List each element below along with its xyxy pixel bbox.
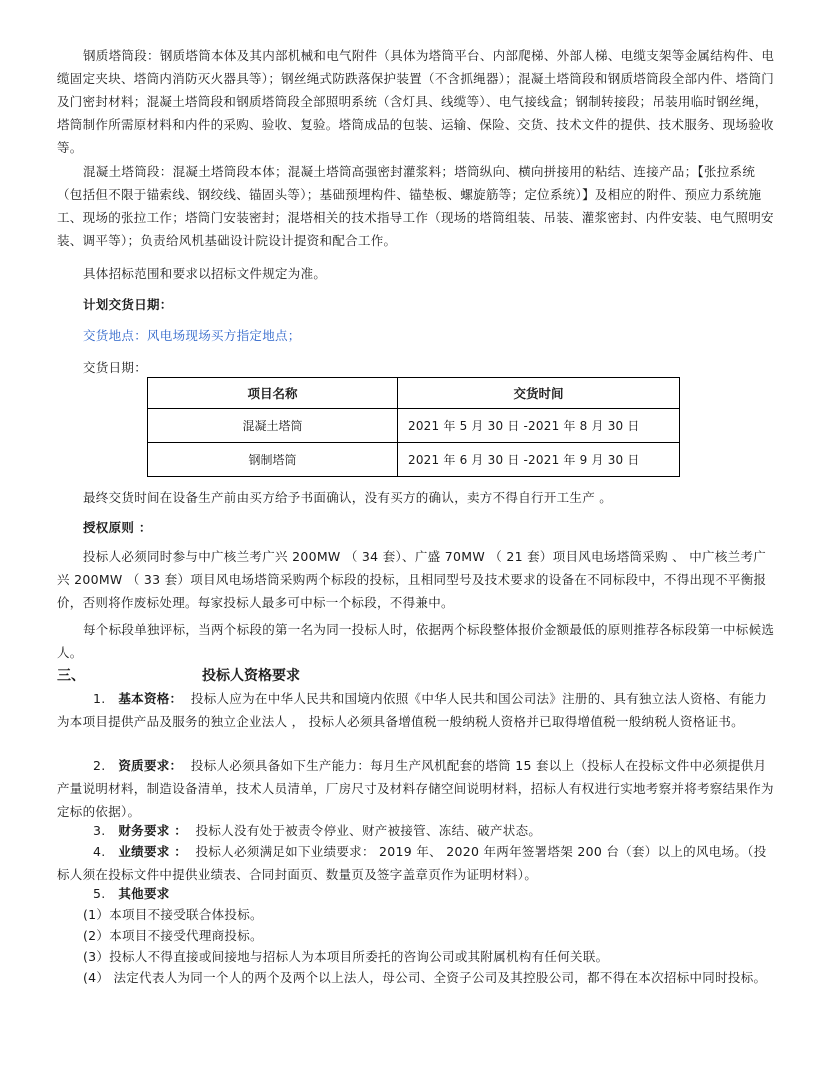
qualification-item-3 — [57, 819, 775, 842]
qualification-item-2 — [57, 754, 775, 823]
item-label: 业绩要求 ： — [118, 844, 188, 859]
row-project-name: 混凝土塔筒 — [148, 409, 398, 443]
other-requirement-4: (4） 法定代表人为同一个人的两个及两个以上法人，母公司、全资子公司及其控股公司，都不得在本次招标中同时投标。 — [83, 970, 767, 985]
authorization-title: 授权原则 ： — [83, 520, 152, 535]
item-number: 5. — [93, 886, 106, 901]
section-number: 三、 — [57, 668, 85, 684]
other-requirement-1: (1）本项目不接受联合体投标。 — [83, 907, 263, 922]
item-number: 2. — [93, 758, 106, 773]
table-header-row — [148, 378, 680, 409]
row-project-name: 钢制塔筒 — [148, 443, 398, 477]
item-label: 其他要求 — [118, 886, 170, 901]
item-label: 财务要求 ： — [118, 823, 188, 838]
header-project-name: 项目名称 — [148, 378, 398, 409]
steel-section-paragraph — [57, 44, 775, 159]
qualification-item-1 — [57, 687, 775, 733]
item-text: 投标人没有处于被责令停业、财产被接管、冻结、破产状态。 — [195, 823, 542, 838]
authorization-text: 投标人必须同时参与中广核兰考广兴 200MW （ 34 套）、广盛 70MW （ 21 套）项目风电场塔筒采购 、 中广核兰考广兴 200MW （ 33 套）项目风电场塔筒采购两个标段的投标，且相同型号及技术要求的设备在不同标段中，不得出现不平衡报价，否则将作废标处理。每家投标人最多可中标一个标段，不得兼中。 — [57, 549, 767, 610]
section-title: 投标人资格要求 — [202, 668, 300, 684]
steel-section-text: 钢质塔筒本体及其内部机械和电气附件（具体为塔筒平台、内部爬梯、外部人梯、电缆支架等金属结构件、电缆固定夹块、塔筒内消防灭火器具等）；钢丝绳式防跌落保护装置（不含抓绳器）；混凝土塔筒段和钢质塔筒段全部内件、塔筒门及门密封材料；混凝土塔筒段和钢质塔筒段全部照明系统（含灯具、线缆等）、电气接线盒；钢制转接段；吊装用临时钢丝绳，塔筒制作所需原材料和内件的采购、验收、复验。塔筒成品的包装、运输、保险、交货、技术文件的提供、技术服务、现场验收等。 — [57, 48, 775, 155]
item-number: 3. — [93, 823, 106, 838]
concrete-section-text: 混凝土塔筒段本体；混凝土塔筒高强密封灌浆料；塔筒纵向、横向拼接用的粘结、连接产品；【张拉系统（包括但不限于锚索线、钢绞线、锚固头等）；基础预埋构件、锚垫板、螺旋筋等；定位系统）】及相应的附件、预应力系统施工、现场的张拉工作；塔筒门安装密封；混塔相关的技术指导工作（现场的塔筒组装、吊装、灌浆密封、内件安装、电气照明安装、调平等）；负责给风机基础设计院设计提资和配合工作。 — [57, 164, 774, 248]
header-delivery-time: 交货时间 — [398, 378, 680, 409]
section-heading — [57, 665, 300, 687]
concrete-section-label: 混凝土塔筒段： — [83, 164, 173, 179]
item-text: 投标人应为在中华人民共和国境内依照《中华人民共和国公司法》注册的、具有独立法人资格、有能力为本项目提供产品及服务的独立企业法人 ， 投标人必须具备增值税一般纳税人资格并已取得增值税一般纳税人资格证书。 — [57, 691, 767, 729]
delivery-location: 交货地点：风电场现场买方指定地点； — [83, 328, 301, 343]
delivery-date-label: 交货日期： — [83, 360, 148, 375]
other-requirement-2: (2）本项目不接受代理商投标。 — [83, 928, 263, 943]
plan-delivery-title: 计划交货日期： — [83, 297, 173, 312]
qualification-item-4 — [57, 840, 775, 886]
final-delivery-note: 最终交货时间在设备生产前由买方给予书面确认，没有买方的确认，卖方不得自行开工生产 。 — [83, 490, 613, 505]
steel-section-label: 钢质塔筒段： — [83, 48, 160, 63]
qualification-item-5 — [57, 882, 775, 905]
scope-note: 具体招标范围和要求以招标文件规定为准。 — [83, 266, 327, 281]
row-delivery-time: 2021 年 6 月 30 日 -2021 年 9 月 30 日 — [398, 443, 680, 477]
delivery-table — [147, 377, 680, 477]
table-row — [148, 409, 680, 443]
item-text: 投标人必须具备如下生产能力：每月生产风机配套的塔筒 15 套以上（投标人在投标文件中必须提供月产量说明材料，制造设备清单，技术人员清单，厂房尺寸及材料存储空间说明材料，招标人有权进行实地考察并将考察结果作为定标的依据）。 — [57, 758, 774, 819]
item-number: 4. — [93, 844, 106, 859]
evaluation-text: 每个标段单独评标，当两个标段的第一名为同一投标人时，依据两个标段整体报价金额最低的原则推荐各标段第一中标候选人。 — [57, 622, 775, 660]
item-number: 1. — [93, 691, 106, 706]
item-label: 资质要求： — [118, 758, 183, 773]
other-requirement-3: (3）投标人不得直接或间接地与招标人为本项目所委托的咨询公司或其附属机构有任何关联。 — [83, 949, 609, 964]
table-row — [148, 443, 680, 477]
row-delivery-time: 2021 年 5 月 30 日 -2021 年 8 月 30 日 — [398, 409, 680, 443]
item-label: 基本资格： — [118, 691, 183, 706]
item-text: 投标人必须满足如下业绩要求： 2019 年、 2020 年两年签署塔架 200 台（套）以上的风电场。（投标人须在投标文件中提供业绩表、合同封面页、数量页及签字盖章页作为证明材料）。 — [57, 844, 767, 882]
concrete-section-paragraph — [57, 160, 775, 252]
